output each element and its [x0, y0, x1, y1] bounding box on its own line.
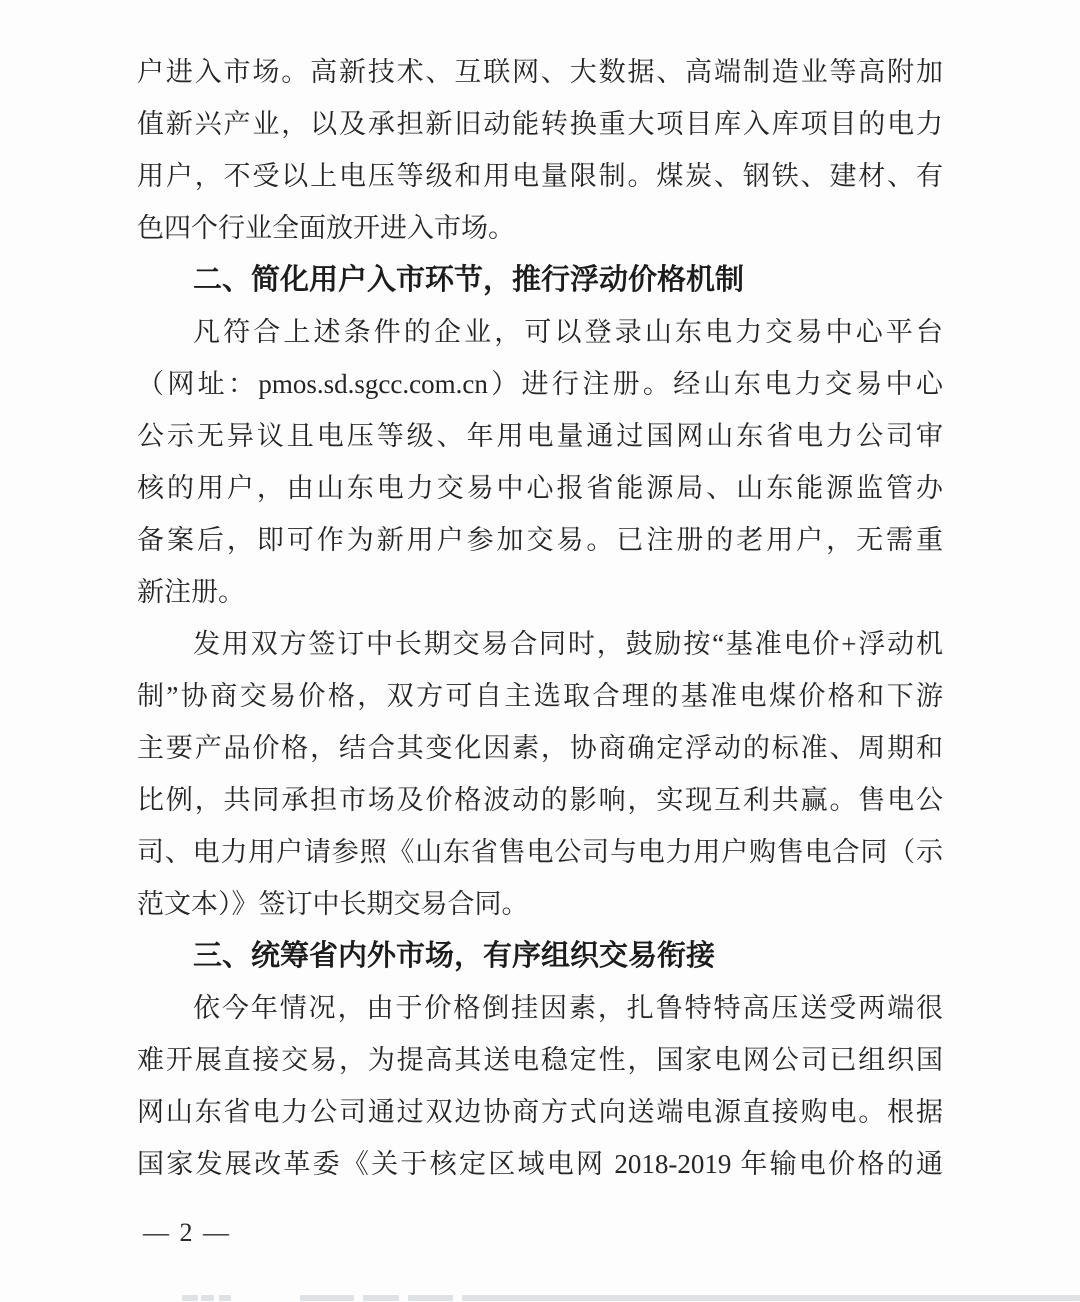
scan-artifact-strip [300, 1295, 354, 1301]
text-line: 新注册。 [137, 577, 245, 607]
text-line: 依今年情况，由于价格倒挂因素，扎鲁特特高压送受两端很 [193, 993, 943, 1023]
scan-artifact-strip [201, 1295, 214, 1301]
text-line: 国家发展改革委《关于核定区域电网 2018-2019 年输电价格的通 [137, 1149, 943, 1179]
text-line: 难开展直接交易，为提高其送电稳定性，国家电网公司已组织国 [137, 1045, 943, 1075]
text-line: 凡符合上述条件的企业，可以登录山东电力交易中心平台 [193, 317, 943, 347]
scan-artifact-strip [182, 1295, 198, 1301]
text-line: 值新兴产业，以及承担新旧动能转换重大项目库入库项目的电力 [137, 109, 943, 139]
scan-artifact-strip [219, 1295, 231, 1301]
text-line: 发用双方签订中长期交易合同时，鼓励按“基准电价+浮动机 [193, 629, 943, 659]
text-line: 用户，不受以上电压等级和用电量限制。煤炭、钢铁、建材、有 [137, 161, 943, 191]
scan-artifact-strip [462, 1295, 1080, 1301]
text-line: （网址：pmos.sd.sgcc.com.cn）进行注册。经山东电力交易中心 [137, 369, 943, 399]
text-line: 公示无异议且电压等级、年用电量通过国网山东省电力公司审 [137, 421, 943, 451]
text-line: 备案后，即可作为新用户参加交易。已注册的老用户，无需重 [137, 525, 943, 555]
text-line: 户进入市场。高新技术、互联网、大数据、高端制造业等高附加 [137, 57, 943, 87]
document-lines [137, 46, 943, 1190]
text-line: 司、电力用户请参照《山东省售电公司与电力用户购售电合同（示 [137, 837, 943, 867]
scan-artifact-strip [363, 1295, 399, 1301]
page-number: — 2 — [143, 1218, 231, 1247]
text-line: 比例，共同承担市场及价格波动的影响，实现互利共赢。售电公 [137, 785, 943, 815]
text-line: 网山东省电力公司通过双边协商方式向送端电源直接购电。根据 [137, 1097, 943, 1127]
section-heading: 二、简化用户入市环节，推行浮动价格机制 [193, 264, 745, 296]
text-line: 色四个行业全面放开进入市场。 [137, 213, 515, 243]
section-heading: 三、统筹省内外市场，有序组织交易衔接 [193, 940, 716, 972]
text-line: 制”协商交易价格，双方可自主选取合理的基准电煤价格和下游 [137, 681, 943, 711]
text-line: 核的用户，由山东电力交易中心报省能源局、山东能源监管办 [137, 473, 943, 503]
scan-artifact-strip [408, 1295, 453, 1301]
text-line: 范文本）》签订中长期交易合同。 [137, 889, 529, 919]
text-line: 主要产品价格，结合其变化因素，协商确定浮动的标准、周期和 [137, 733, 943, 763]
